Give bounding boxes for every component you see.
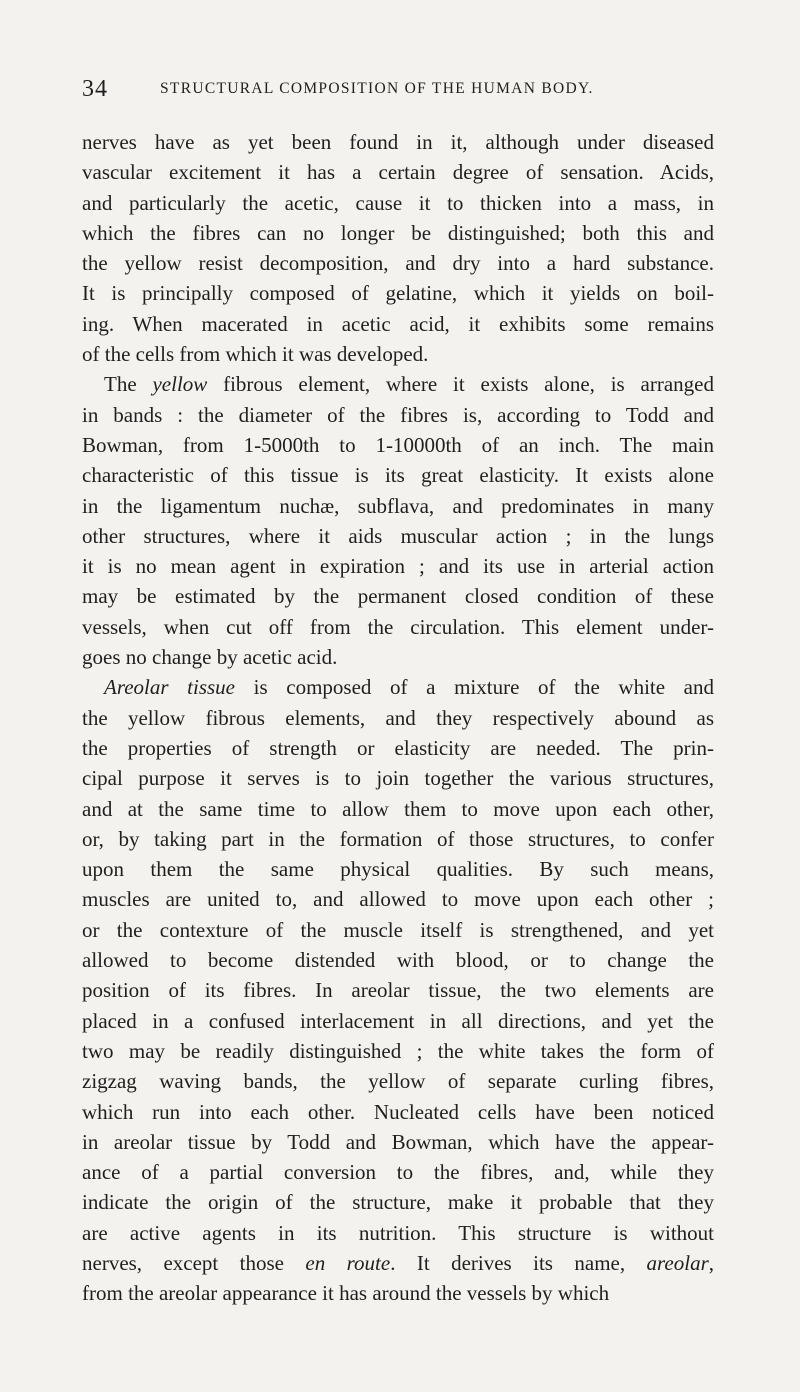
text-run: ing. When macerated in acetic acid, it exhibits some remains: [82, 311, 714, 336]
text-run: which run into each other. Nucleated cells have been noticed: [82, 1099, 714, 1124]
text-line: [82, 521, 714, 551]
text-line: [82, 309, 714, 339]
text-line: [82, 884, 714, 914]
page-number: 34: [82, 76, 108, 102]
text-line: [82, 975, 714, 1005]
text-run: and particularly the acetic, cause it to thicken into a mass, in: [82, 190, 714, 215]
text-line: [82, 915, 714, 945]
italic-text: Areolar tissue: [104, 675, 236, 700]
text-run: muscles are united to, and allowed to move upon each other ;: [82, 887, 714, 912]
text-line: [82, 1006, 714, 1036]
text-line: [82, 400, 714, 430]
text-line: [82, 1127, 714, 1157]
text-run: upon them the same physical qualities. By such means,: [82, 857, 714, 882]
text-run: goes no change by acetic acid.: [82, 645, 338, 670]
text-line: [82, 703, 714, 733]
text-run: . It derives its name,: [390, 1250, 647, 1275]
text-line: [82, 854, 714, 884]
running-head: STRUCTURAL COMPOSITION OF THE HUMAN BODY.: [160, 80, 594, 97]
text-run: the properties of strength or elasticity are needed. The prin-: [82, 735, 714, 760]
text-run: ance of a partial conversion to the fibres, and, while they: [82, 1160, 714, 1185]
text-line: [82, 1066, 714, 1096]
italic-text: en route: [305, 1250, 391, 1275]
text-run: from the areolar appearance it has around the vessels by which: [82, 1281, 610, 1306]
text-line: [82, 369, 714, 399]
text-run: vessels, when cut off from the circulation. This element under-: [82, 614, 714, 639]
text-line: [82, 157, 714, 187]
italic-text: areolar: [646, 1250, 709, 1275]
text-line: [82, 642, 714, 672]
text-run: nerves have as yet been found in it, although under diseased: [82, 130, 714, 154]
text-run: ,: [708, 1250, 714, 1275]
text-line: [82, 460, 714, 490]
italic-text: yellow: [152, 372, 208, 397]
text-line: [82, 127, 714, 157]
text-run: in areolar tissue by Todd and Bowman, which have the appear-: [82, 1129, 714, 1154]
text-run: two may be readily distinguished ; the white takes the form of: [82, 1038, 714, 1063]
text-line: [82, 612, 714, 642]
text-line: [82, 218, 714, 248]
text-run: the yellow fibrous elements, and they respectively abound as: [82, 705, 714, 730]
text-run: nerves, except those: [82, 1250, 306, 1275]
text-line: [82, 491, 714, 521]
text-run: are active agents in its nutrition. This structure is without: [82, 1220, 714, 1245]
text-run: or the contexture of the muscle itself is strengthened, and yet: [82, 917, 714, 942]
text-run: It is principally composed of gelatine, which it yields on boil-: [82, 281, 714, 306]
text-run: and at the same time to allow them to move upon each other,: [82, 796, 714, 821]
text-line: [82, 1036, 714, 1066]
text-run: vascular excitement it has a certain degree of sensation. Acids,: [82, 160, 714, 185]
text-run: cipal purpose it serves is to join together the various structures,: [82, 766, 714, 791]
text-line: [82, 551, 714, 581]
text-run: other structures, where it aids muscular action ; in the lungs: [82, 523, 714, 548]
text-run: may be estimated by the permanent closed condition of these: [82, 584, 714, 609]
text-line: [82, 1278, 714, 1308]
text-line: [82, 430, 714, 460]
text-line: [82, 581, 714, 611]
text-run: it is no mean agent in expiration ; and its use in arterial action: [82, 554, 714, 579]
text-run: indicate the origin of the structure, make it probable that they: [82, 1190, 714, 1215]
text-run: which the fibres can no longer be distinguished; both this and: [82, 220, 714, 245]
text-run: is composed of a mixture of the white and: [235, 675, 714, 700]
text-run: in bands : the diameter of the fibres is, according to Todd and: [82, 402, 714, 427]
text-run: or, by taking part in the formation of those structures, to confer: [82, 826, 714, 851]
text-line: [82, 1157, 714, 1187]
text-run: characteristic of this tissue is its great elasticity. It exists alone: [82, 463, 714, 488]
text-run: allowed to become distended with blood, or to change the: [82, 948, 714, 973]
page-header: [82, 76, 710, 106]
text-line: [82, 248, 714, 278]
text-line: [82, 1248, 714, 1278]
text-run: position of its fibres. In areolar tissue, the two elements are: [82, 978, 714, 1003]
text-run: in the ligamentum nuchæ, subflava, and predominates in many: [82, 493, 714, 518]
body-text: [82, 127, 714, 1309]
text-line: [82, 1097, 714, 1127]
text-line: [82, 794, 714, 824]
text-line: [82, 278, 714, 308]
text-line: [82, 1187, 714, 1217]
text-line: [82, 733, 714, 763]
text-line: [82, 824, 714, 854]
text-run: the yellow resist decomposition, and dry into a hard substance.: [82, 251, 714, 276]
text-line: [82, 339, 714, 369]
text-run: of the cells from which it was developed.: [82, 342, 429, 367]
text-run: placed in a confused interlacement in all directions, and yet the: [82, 1008, 714, 1033]
text-line: [82, 945, 714, 975]
text-line: [82, 672, 714, 702]
text-run: Bowman, from 1-5000th to 1-10000th of an inch. The main: [82, 432, 714, 457]
text-line: [82, 188, 714, 218]
text-run: fibrous element, where it exists alone, is arranged: [207, 372, 714, 397]
text-run: zigzag waving bands, the yellow of separate curling fibres,: [82, 1069, 714, 1094]
text-line: [82, 1218, 714, 1248]
text-run: The: [104, 372, 153, 397]
text-line: [82, 763, 714, 793]
